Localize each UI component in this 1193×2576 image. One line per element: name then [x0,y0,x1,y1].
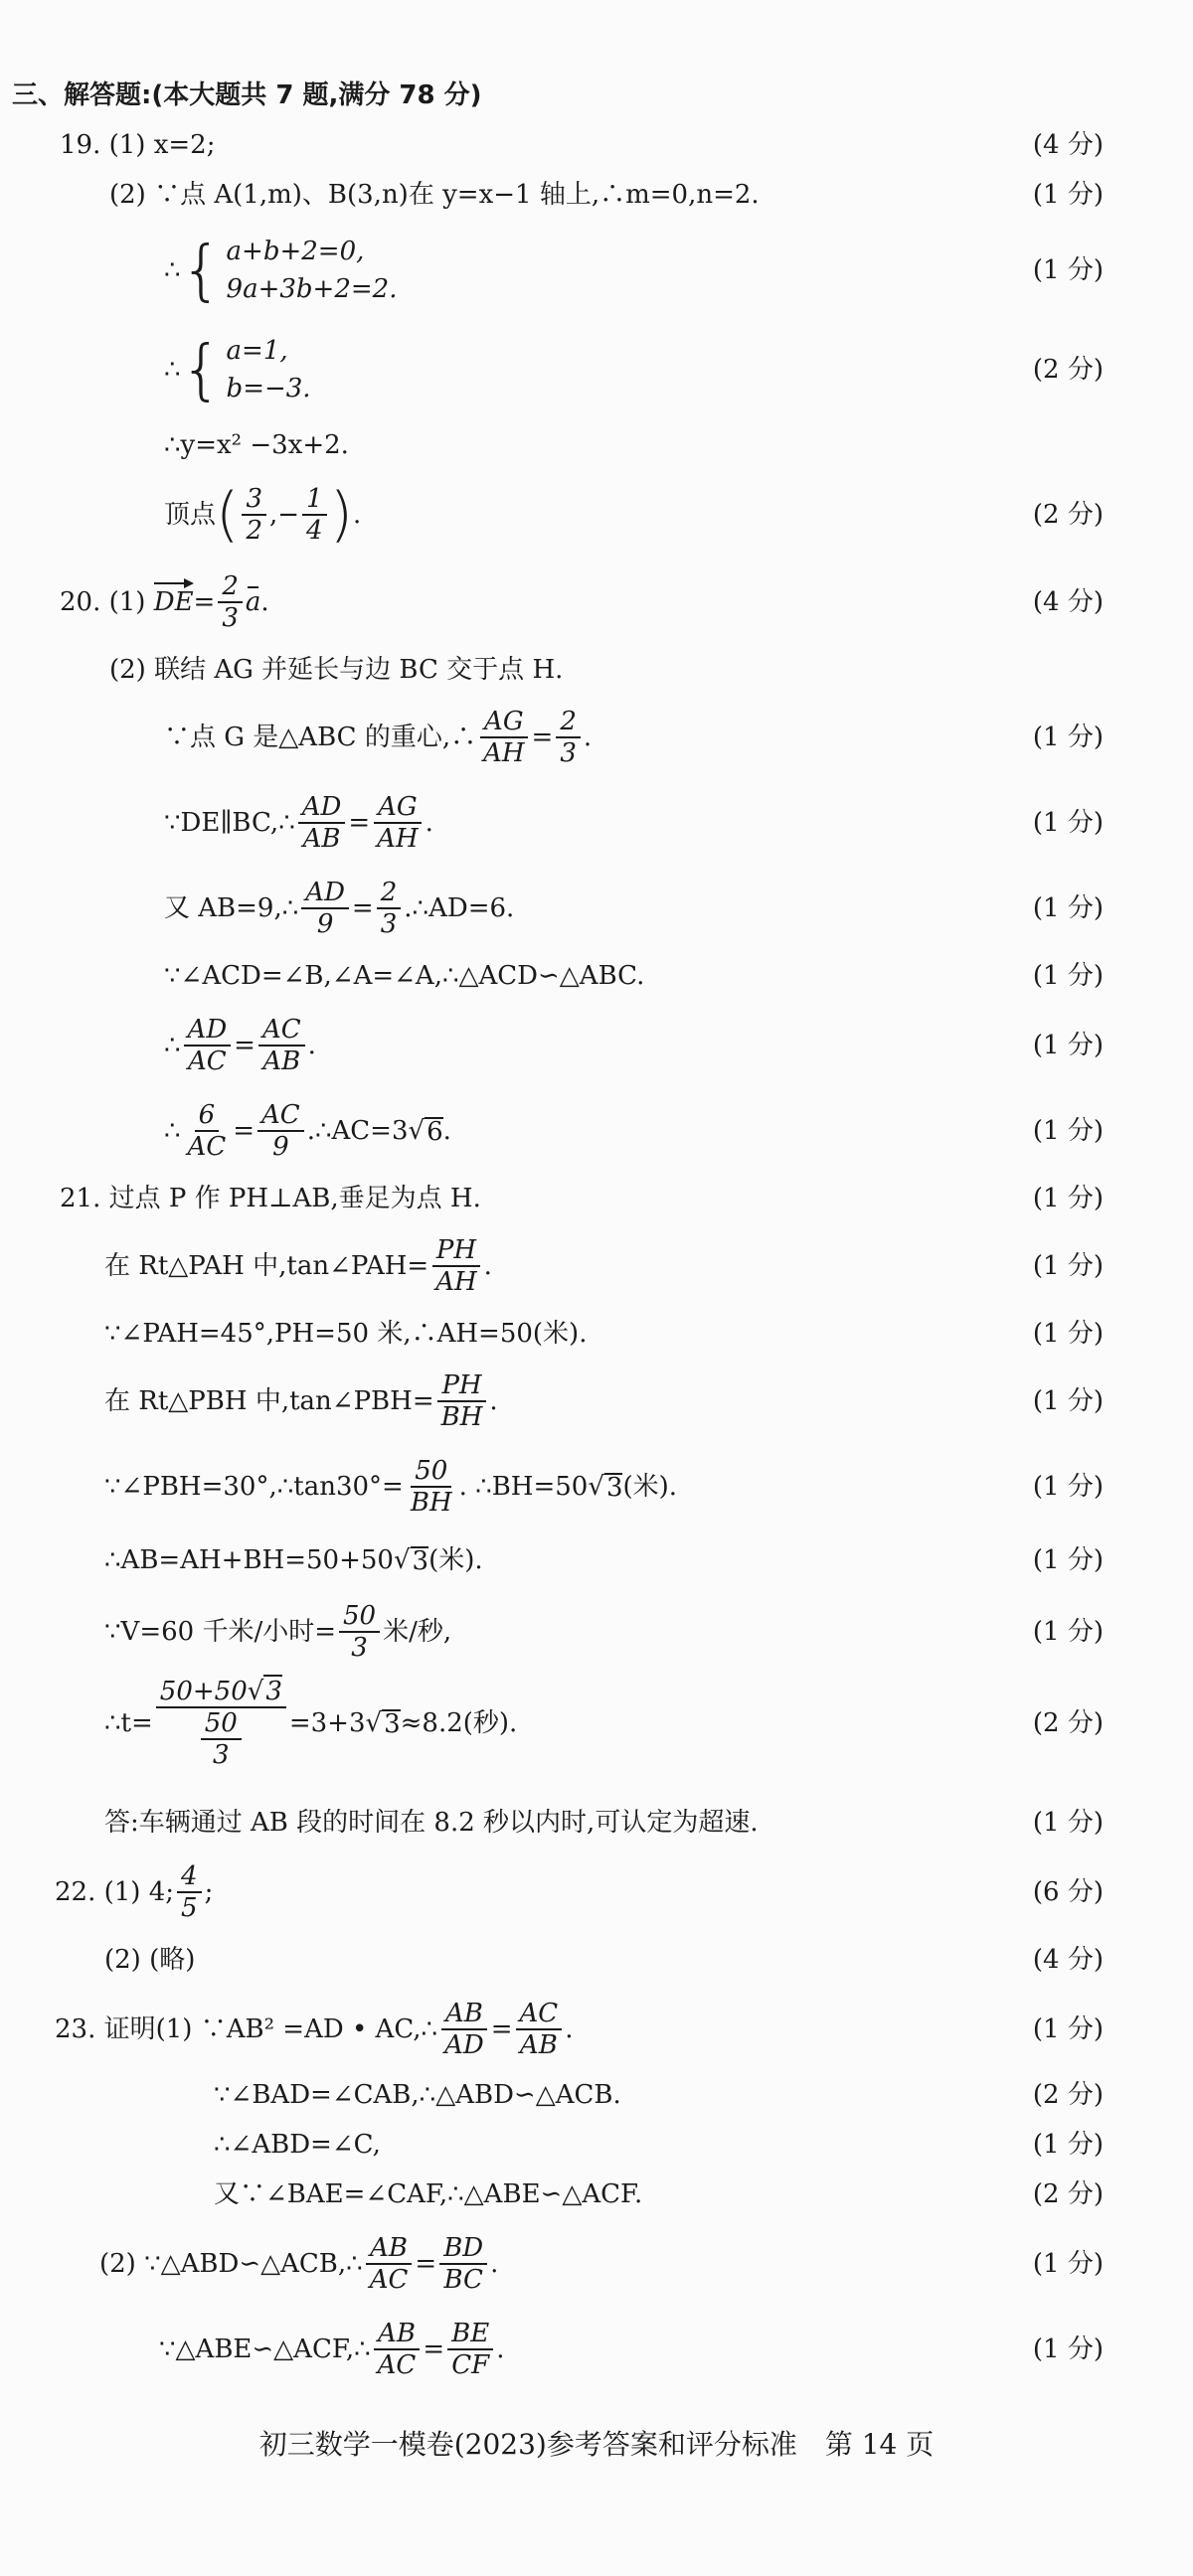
q23-line3-text: ∴∠ABD=∠C, [214,2130,381,2160]
score-label: ( 1 分 ) [1033,1169,1104,1228]
q21-line4: 在 Rt△PBH 中,tan∠PBH= $\frac{PH}{BH}$ . ( 1 分 ) [0,1371,1193,1431]
score-label: ( 2 分 ) [1033,1693,1104,1753]
q20-part2 [0,640,1193,700]
q21-line5: ∵∠PBH=30°,∴tan30°= $\frac{50}{BH}$ . ∴BH=50 √ 3 (米). ( 1 分 ) [0,1457,1193,1517]
fraction: $\frac{AG}{AH}$ [479,709,528,766]
q20-line4: ∵DE∥BC,∴ $\frac{AD}{AB}$ = $\frac{AG}{AH}$ . ( 1 分 ) [0,793,1193,853]
equation-system [227,239,398,302]
score-label: ( 2 分 ) [1033,2065,1104,2125]
fraction: $\frac{AC}{9}$ [257,1102,304,1160]
q19-function [0,415,1193,475]
score-label: ( 1 分 ) [1033,1793,1104,1852]
fraction: $\frac{AB}{AC}$ [374,2321,421,2378]
q23-line4 [0,2165,1193,2224]
q21-line1 [0,1169,1193,1228]
score-label: ( 4 分 ) [1033,1930,1104,1990]
brace-icon: { [180,232,223,308]
fraction: $\frac{AD}{AB}$ [298,794,346,852]
fraction: $\frac{AB}{AD}$ [440,2001,488,2058]
q20-line7: ∴ $\frac{AD}{AC}$ = $\frac{AC}{AB}$ . ( 1 分 ) [0,1016,1193,1075]
function-text: ∴y=x² −3x+2. [164,430,349,460]
score-label: ( 1 分 ) [1033,241,1104,300]
q21-line3-text: ∵∠PAH=45°,PH=50 米,∴AH=50(米). [104,1319,588,1349]
score-label: ( 1 分 ) [1033,1457,1104,1517]
vector-de: DE [153,587,194,617]
q22-part1: 22. (1) 4; $\frac{4}{5}$ ; ( 6 分 ) [0,1862,1193,1922]
fraction: $\frac{2}{3}$ [556,709,581,766]
fraction: $\frac{1}{4}$ [302,486,327,544]
score-label: ( 1 分 ) [1033,1016,1104,1075]
q22-part2-text: (2) (略) [104,1945,196,1975]
score-label: ( 1 分 ) [1033,946,1104,1006]
q19-part1-text: 19. (1) x=2; [60,130,216,160]
sqrt: 6 [426,1117,443,1147]
therefore-symbol: ∴ [164,255,181,285]
q22-part2 [0,1930,1193,1990]
score-label: ( 6 分 ) [1033,1862,1104,1922]
score-label: ( 2 分 ) [1033,485,1104,545]
score-label: ( 2 分 ) [1033,2165,1104,2224]
q23-line5: (2) ∵△ABD∽△ACB,∴ $\frac{AB}{AC}$ = $\frac{BD}{BC}$ . ( 1 分 ) [0,2234,1193,2294]
q19-system-1 [0,232,1193,308]
fraction: $\frac{50}{BH}$ [410,1456,452,1518]
q19-part2 [0,165,1193,225]
fraction: $\frac{50+50√3}{\frac{50}{3}}$ [156,1679,286,1768]
fraction: $\frac{AC}{AB}$ [258,1017,305,1074]
fraction: $\frac{BE}{CF}$ [447,2321,493,2378]
score-label: ( 1 分 ) [1033,1371,1104,1431]
q21-line2: 在 Rt△PAH 中,tan∠PAH= $\frac{PH}{AH}$ . ( 1 分 ) [0,1236,1193,1296]
fraction: $\frac{AD}{9}$ [301,880,349,937]
score-label: ( 1 分 ) [1033,1602,1104,1662]
score-label: ( 1 分 ) [1033,2000,1104,2059]
equation: a+b+2=0, [226,237,365,266]
score-label: ( 1 分 ) [1033,165,1104,225]
fraction: $\frac{AG}{AH}$ [373,794,422,852]
q20-part2-text: (2) 联结 AG 并延长与边 BC 交于点 H. [109,655,564,685]
q23-line4-text: 又∵∠BAE=∠CAF,∴△ABE∽△ACF. [214,2179,643,2209]
score-label: ( 1 分 ) [1033,2234,1104,2294]
equation-system [227,338,311,402]
fraction: $\frac{3}{2}$ [242,486,266,544]
sqrt: 3 [384,1709,401,1739]
fraction: $\frac{6}{AC}$ [187,1100,227,1162]
fraction: $\frac{2}{3}$ [377,880,402,937]
q21-answer [0,1793,1193,1852]
q20-label: 20. (1) [60,587,146,617]
q20-line6 [0,946,1193,1006]
score-label: ( 1 分 ) [1033,793,1104,853]
brace-icon: { [180,331,223,407]
q20-part1: 20. (1) DE = $\frac{2}{3}$ a . ( 4 分 ) [0,572,1193,632]
score-label: ( 1 分 ) [1033,1304,1104,1364]
q20-line5: 又 AB=9,∴ $\frac{AD}{9}$ = $\frac{2}{3}$ .∴AD=6. ( 1 分 ) [0,879,1193,938]
score-label: ( 1 分 ) [1033,1236,1104,1296]
score-label: ( 1 分 ) [1033,2320,1104,2379]
q23-line1: 23. 证明(1) ∵AB² =AD • AC,∴ $\frac{AB}{AD}$ = $\frac{AC}{AB}$ . ( 1 分 ) [0,2000,1193,2059]
fraction: $\frac{AC}{AB}$ [516,2001,563,2058]
score-label: ( 1 分 ) [1033,1530,1104,1590]
q19-part2-text: (2) ∵点 A(1,m)、B(3,n)在 y=x−1 轴上,∴m=0,n=2. [109,180,760,210]
score-label: ( 2 分 ) [1033,340,1104,400]
score-label: ( 1 分 ) [1033,2115,1104,2174]
q20-line6-text: ∵∠ACD=∠B,∠A=∠A,∴△ACD∽△ABC. [164,961,645,991]
score-label: ( 1 分 ) [1033,1101,1104,1161]
fraction: $\frac{BD}{BC}$ [439,2235,487,2293]
score-label: ( 4 分 ) [1033,115,1104,175]
fraction: $\frac{PH}{AH}$ [431,1237,480,1295]
equation: 9a+3b+2=2. [226,274,398,304]
q21-line8: ∴t= $\frac{50+50√3}{\frac{50}{3}}$ =3+3 √ 3 ≈8.2(秒). ( 2 分 ) [0,1693,1193,1753]
fraction: $\frac{50}{3}$ [201,1710,242,1768]
fraction: $\frac{4}{5}$ [177,1863,202,1921]
q20-line3: ∵点 G 是△ABC 的重心,∴ $\frac{AG}{AH}$ = $\frac{2}{3}$ . ( 1 分 ) [0,708,1193,767]
q21-line7: ∵V=60 千米/小时= $\frac{50}{3}$ 米/秒, ( 1 分 ) [0,1602,1193,1662]
q21-line3 [0,1304,1193,1364]
vector-a: a [245,587,261,617]
q21-line6: ∴AB=AH+BH=50+50 √ 3 (米). ( 1 分 ) [0,1530,1193,1590]
q19-vertex: 顶点 ( $\frac{3}{2}$ ,− $\frac{1}{4}$ ) . ( 2 分 ) [0,485,1193,545]
equation: b=−3. [226,374,311,403]
fraction: $\frac{50}{3}$ [339,1603,380,1661]
page-footer [0,2415,1193,2475]
vertex-label: 顶点 [164,500,217,530]
fraction: $\frac{AB}{AC}$ [366,2235,413,2293]
q19-system-2 [0,331,1193,407]
fraction: $\frac{AD}{AC}$ [184,1017,232,1074]
score-label: ( 4 分 ) [1033,572,1104,632]
q21-line1-text: 21. 过点 P 作 PH⊥AB,垂足为点 H. [60,1184,481,1213]
fraction: $\frac{2}{3}$ [218,573,243,631]
q23-line6: ∵△ABE∽△ACF,∴ $\frac{AB}{AC}$ = $\frac{BE}{CF}$ . ( 1 分 ) [0,2320,1193,2379]
score-label: ( 1 分 ) [1033,708,1104,767]
therefore-symbol: ∴ [164,355,181,385]
equation: a=1, [226,336,288,366]
fraction: $\frac{PH}{BH}$ [437,1372,487,1430]
q20-line8: ∴ $\frac{6}{AC}$ = $\frac{AC}{9}$ .∴AC=3 √ 6 . ( 1 分 ) [0,1101,1193,1161]
footer-text: 初三数学一模卷(2023)参考答案和评分标准 第 14 页 [258,2428,935,2461]
score-label: ( 1 分 ) [1033,879,1104,938]
section-title: 三、解答题:(本大题共 7 题,满分 78 分) [12,80,482,110]
sqrt: 3 [412,1546,429,1576]
sqrt: 3 [605,1473,623,1503]
q21-answer-text: 答:车辆通过 AB 段的时间在 8.2 秒以内时,可认定为超速. [104,1808,759,1838]
q23-line2-text: ∵∠BAD=∠CAB,∴△ABD∽△ACB. [214,2080,621,2110]
